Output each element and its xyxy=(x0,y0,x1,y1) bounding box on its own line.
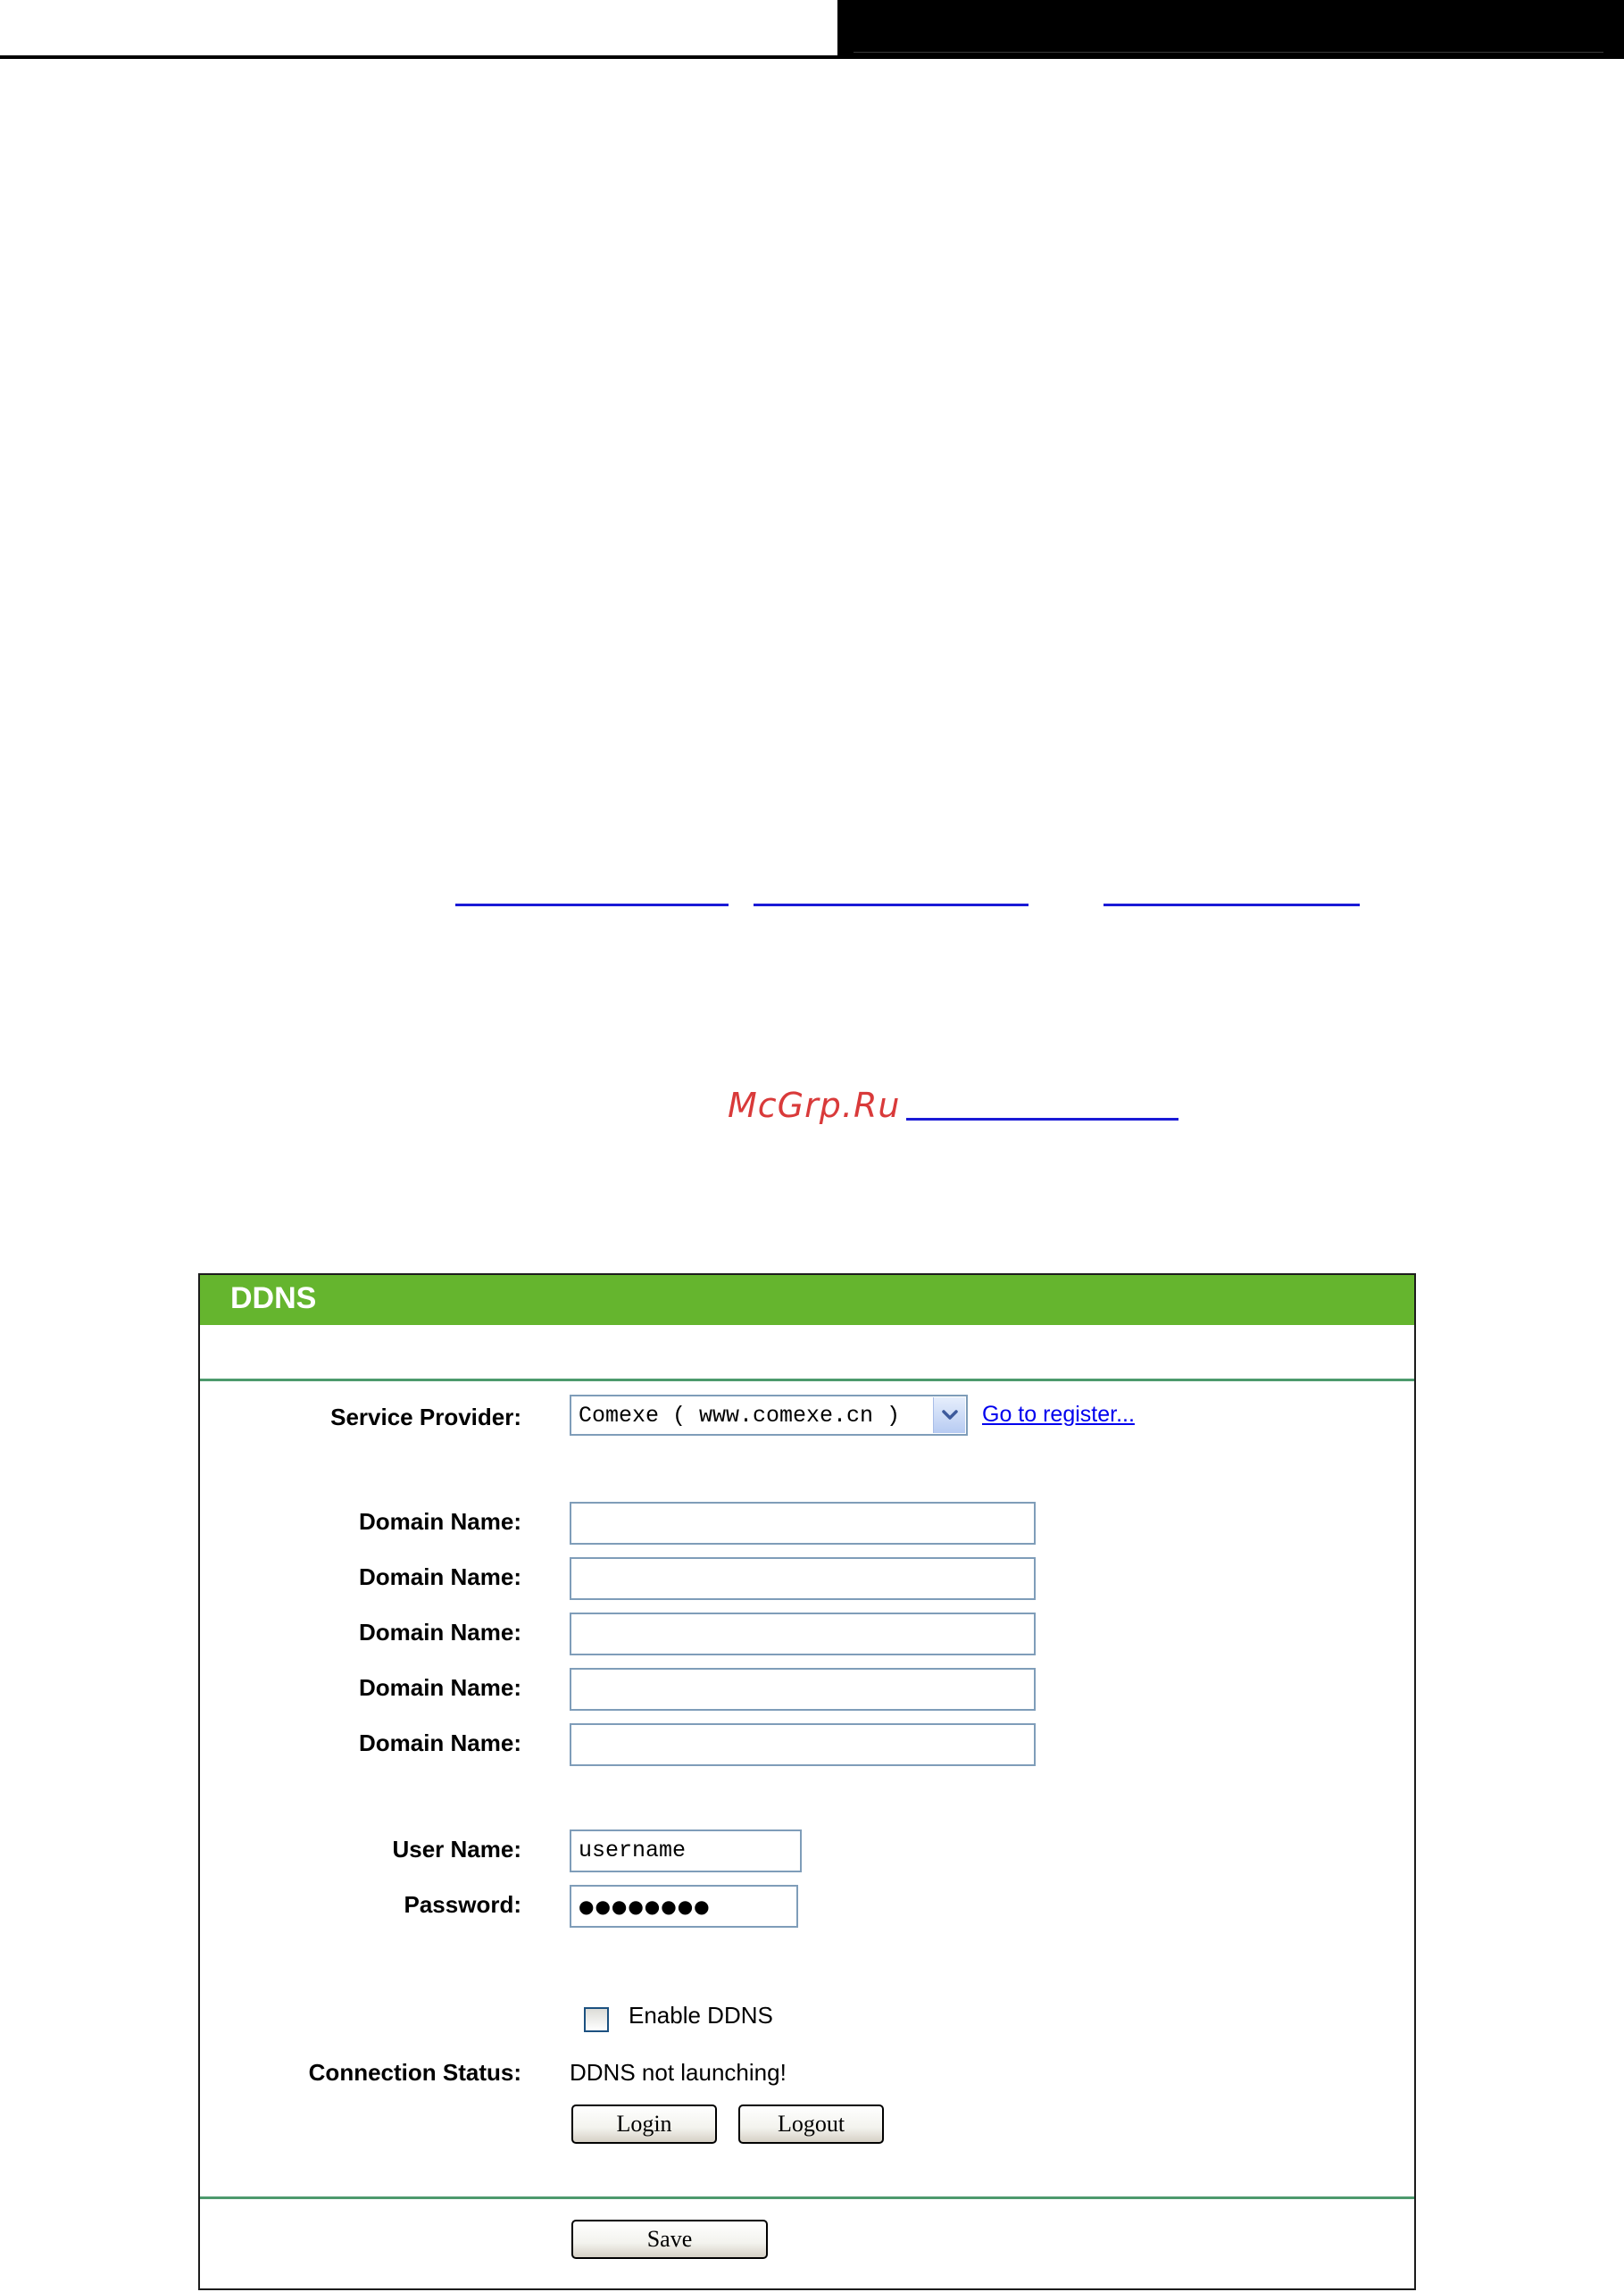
domain-name-label-5: Domain Name: xyxy=(358,1729,521,1756)
panel-header xyxy=(200,1275,1414,1325)
enable-ddns-checkbox[interactable] xyxy=(584,2007,609,2032)
doc-link-3[interactable] xyxy=(1103,904,1360,906)
enable-ddns-label: Enable DDNS xyxy=(629,2002,773,2029)
header-block xyxy=(837,0,1624,59)
doc-link-2[interactable] xyxy=(754,904,1029,906)
ddns-panel xyxy=(198,1273,1416,2290)
doc-link-4[interactable] xyxy=(906,1118,1178,1121)
domain-name-label-1: Domain Name: xyxy=(358,1508,521,1535)
user-name-label: User Name: xyxy=(392,1836,521,1863)
logout-button[interactable]: Logout xyxy=(738,2104,884,2144)
domain-name-label-3: Domain Name: xyxy=(358,1619,521,1646)
domain-name-input-4[interactable] xyxy=(570,1668,1036,1711)
panel-title: DDNS xyxy=(230,1281,317,1315)
password-input[interactable]: ●●●●●●●● xyxy=(570,1885,798,1928)
password-label: Password: xyxy=(404,1891,521,1918)
domain-name-input-1[interactable] xyxy=(570,1502,1036,1545)
connection-status-value: DDNS not launching! xyxy=(570,2059,787,2086)
dropdown-arrow-icon[interactable] xyxy=(933,1397,965,1433)
top-separator xyxy=(200,1379,1414,1381)
domain-name-input-5[interactable] xyxy=(570,1723,1036,1766)
connection-status-label: Connection Status: xyxy=(308,2059,521,2086)
domain-name-input-3[interactable] xyxy=(570,1613,1036,1655)
bottom-separator xyxy=(200,2196,1414,2199)
save-button[interactable]: Save xyxy=(571,2220,768,2259)
login-button[interactable]: Login xyxy=(571,2104,717,2144)
service-provider-value: Comexe ( www.comexe.cn ) xyxy=(579,1403,901,1429)
user-name-input[interactable]: username xyxy=(570,1829,802,1872)
service-provider-select[interactable] xyxy=(570,1395,968,1436)
service-provider-label: Service Provider: xyxy=(330,1404,521,1430)
domain-name-input-2[interactable] xyxy=(570,1557,1036,1600)
header-block-line xyxy=(854,52,1603,53)
header-rule xyxy=(0,55,837,59)
watermark: McGrp.Ru xyxy=(728,1086,901,1125)
doc-link-1[interactable] xyxy=(455,904,729,906)
domain-name-label-2: Domain Name: xyxy=(358,1563,521,1590)
go-to-register-link[interactable]: Go to register... xyxy=(982,1402,1135,1427)
domain-name-label-4: Domain Name: xyxy=(358,1674,521,1701)
